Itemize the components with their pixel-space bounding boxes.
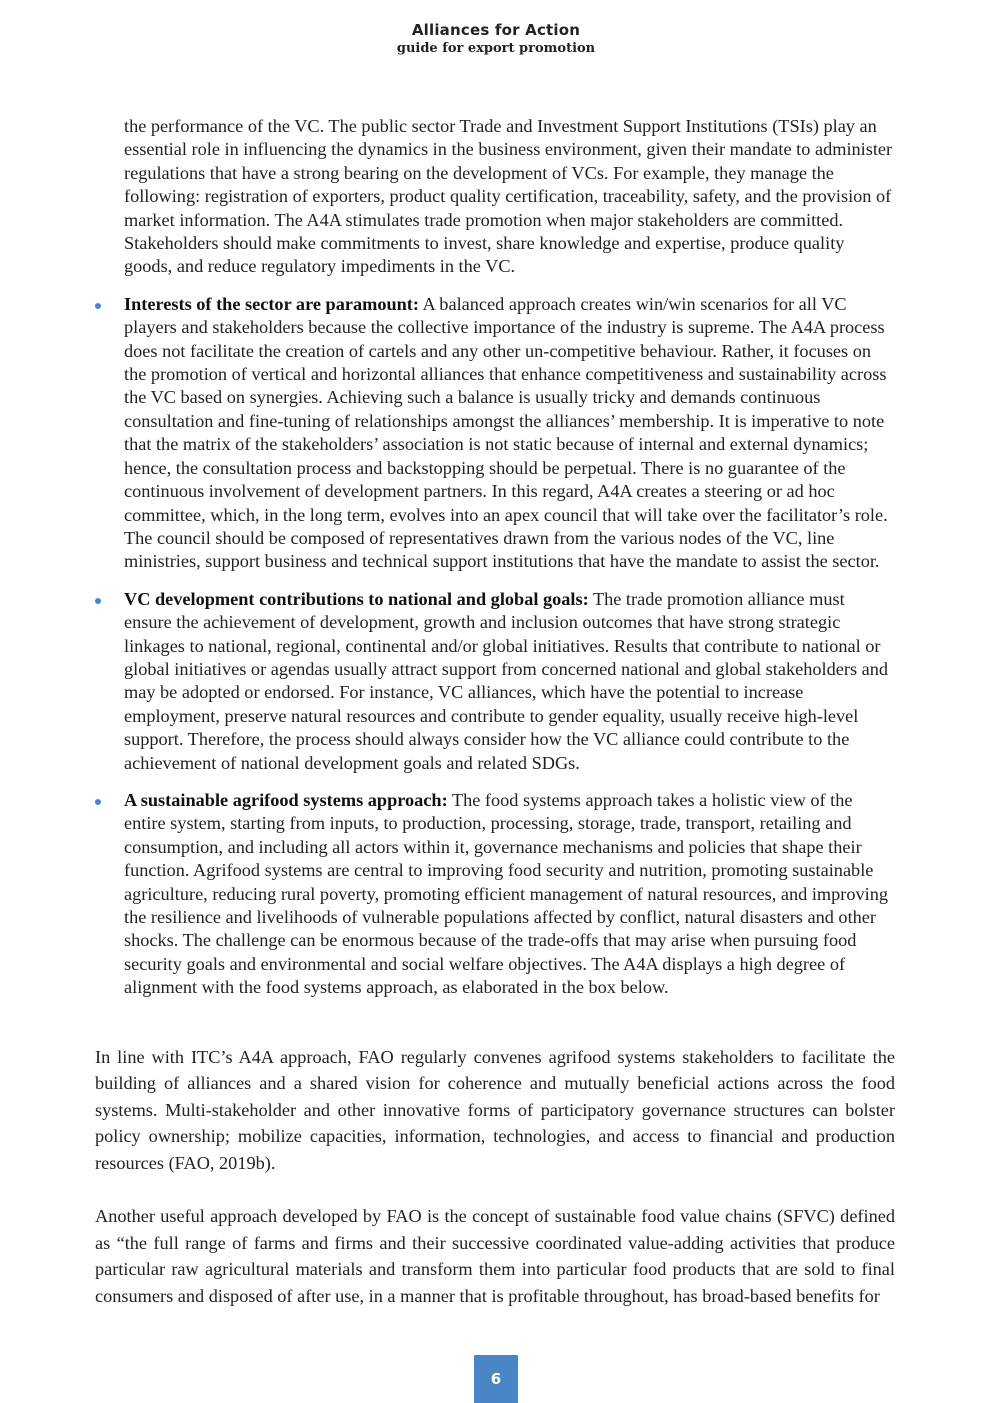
page-content: [95, 115, 895, 1309]
bullet-dot-icon: [95, 598, 101, 604]
body-paragraph: Another useful approach developed by FAO is the concept of sustainable food value chains (SFVC) defined as “the full range of farms and firms and their successive coordinated value-adding activities that produce particular raw agricultural materials and transform them into particular food products that are sold to final consumers and disposed of after use, in a manner that is profitable throughout, has broad-based benefits for: [95, 1206, 895, 1306]
body-paragraph: In line with ITC’s A4A approach, FAO regularly convenes agrifood systems stakeholders to facilitate the building of alliances and a shared vision for coherence and mutually beneficial actions across the food systems. Multi-stakeholder and other innovative forms of participatory governance structures can bolster policy ownership; mobilize capacities, information, technologies, and access to financial and production resources (FAO, 2019b).: [95, 1046, 895, 1173]
bullet-item: [95, 293, 895, 574]
running-header: [0, 20, 992, 58]
bullet-heading: VC development contributions to national and global goals:: [124, 588, 589, 609]
bullet-heading: Interests of the sector are paramount:: [124, 293, 419, 314]
continuation-paragraph: the performance of the VC. The public sector Trade and Investment Support Institutions (TSIs) play an essential role in influencing the dynamics in the business environment, given their mandate to administer regulations that have a strong bearing on the development of VCs. For example, they manage the following: registration of exporters, product quality certification, traceability, safety, and the provision of market information. The A4A stimulates trade promotion when major stakeholders are committed. Stakeholders should make commitments to invest, share knowledge and expertise, produce quality goods, and reduce regulatory impediments in the VC.: [124, 116, 893, 277]
bullet-item: [95, 588, 895, 775]
bullet-text: The food systems approach takes a holistic view of the entire system, starting from inputs, to production, processing, storage, trade, transport, retailing and consumption, and including all actors within it, governance mechanisms and policies that shape their function. Agrifood systems are central to improving food security and nutrition, promoting sustainable agriculture, reducing rural poverty, promoting efficient management of natural resources, and improving the resilience and livelihoods of vulnerable populations affected by conflict, natural disasters and other shocks. The challenge can be enormous because of the trade-offs that may arise when pursuing food security goals and environmental and social welfare objectives. The A4A displays a high degree of alignment with the food systems approach, as elaborated in the box below.: [124, 789, 888, 998]
bullet-text: The trade promotion alliance must ensure the achievement of development, growth and inclusion outcomes that have strong strategic linkages to national, regional, continental and/or global initiatives. Results that contribute to national or global initiatives or agendas usually attract support from concerned national and global stakeholders and may be adopted or endorsed. For instance, VC alliances, which have the potential to increase employment, preserve natural resources and contribute to gender equality, usually receive high-level support. Therefore, the process should always consider how the VC alliance could contribute to the achievement of national development goals and related SDGs.: [124, 588, 889, 773]
page-number: 6: [474, 1355, 518, 1403]
header-subtitle: guide for export promotion: [396, 41, 596, 56]
bullet-dot-icon: [95, 303, 101, 309]
bullet-text: A balanced approach creates win/win scenarios for all VC players and stakeholders because the collective importance of the industry is supreme. The A4A process does not facilitate the creation of cartels and any other un-competitive behaviour. Rather, it focuses on the promotion of vertical and horizontal alliances that enhance competitiveness and sustainability across the VC based on synergies. Achieving such a balance is usually tricky and demands continuous consultation and fine-tuning of relationships amongst the alliances’ membership. It is imperative to note that the matrix of the stakeholders’ association is not static because of internal and external dynamics; hence, the consultation process and backstopping should be perpetual. There is no guarantee of the continuous involvement of development partners. In this regard, A4A creates a steering or ad hoc committee, which, in the long term, evolves into an apex council that will take over the facilitator’s role. The council should be composed of representatives drawn from the various nodes of the VC, line ministries, support business and technical support institutions that have the mandate to assist the sector.: [124, 293, 888, 572]
bullet-item: [95, 789, 895, 1000]
bullet-dot-icon: [95, 799, 101, 805]
bullet-list: [95, 293, 895, 1000]
header-title: Alliances for Action: [411, 21, 581, 39]
bullet-heading: A sustainable agrifood systems approach:: [124, 789, 448, 810]
